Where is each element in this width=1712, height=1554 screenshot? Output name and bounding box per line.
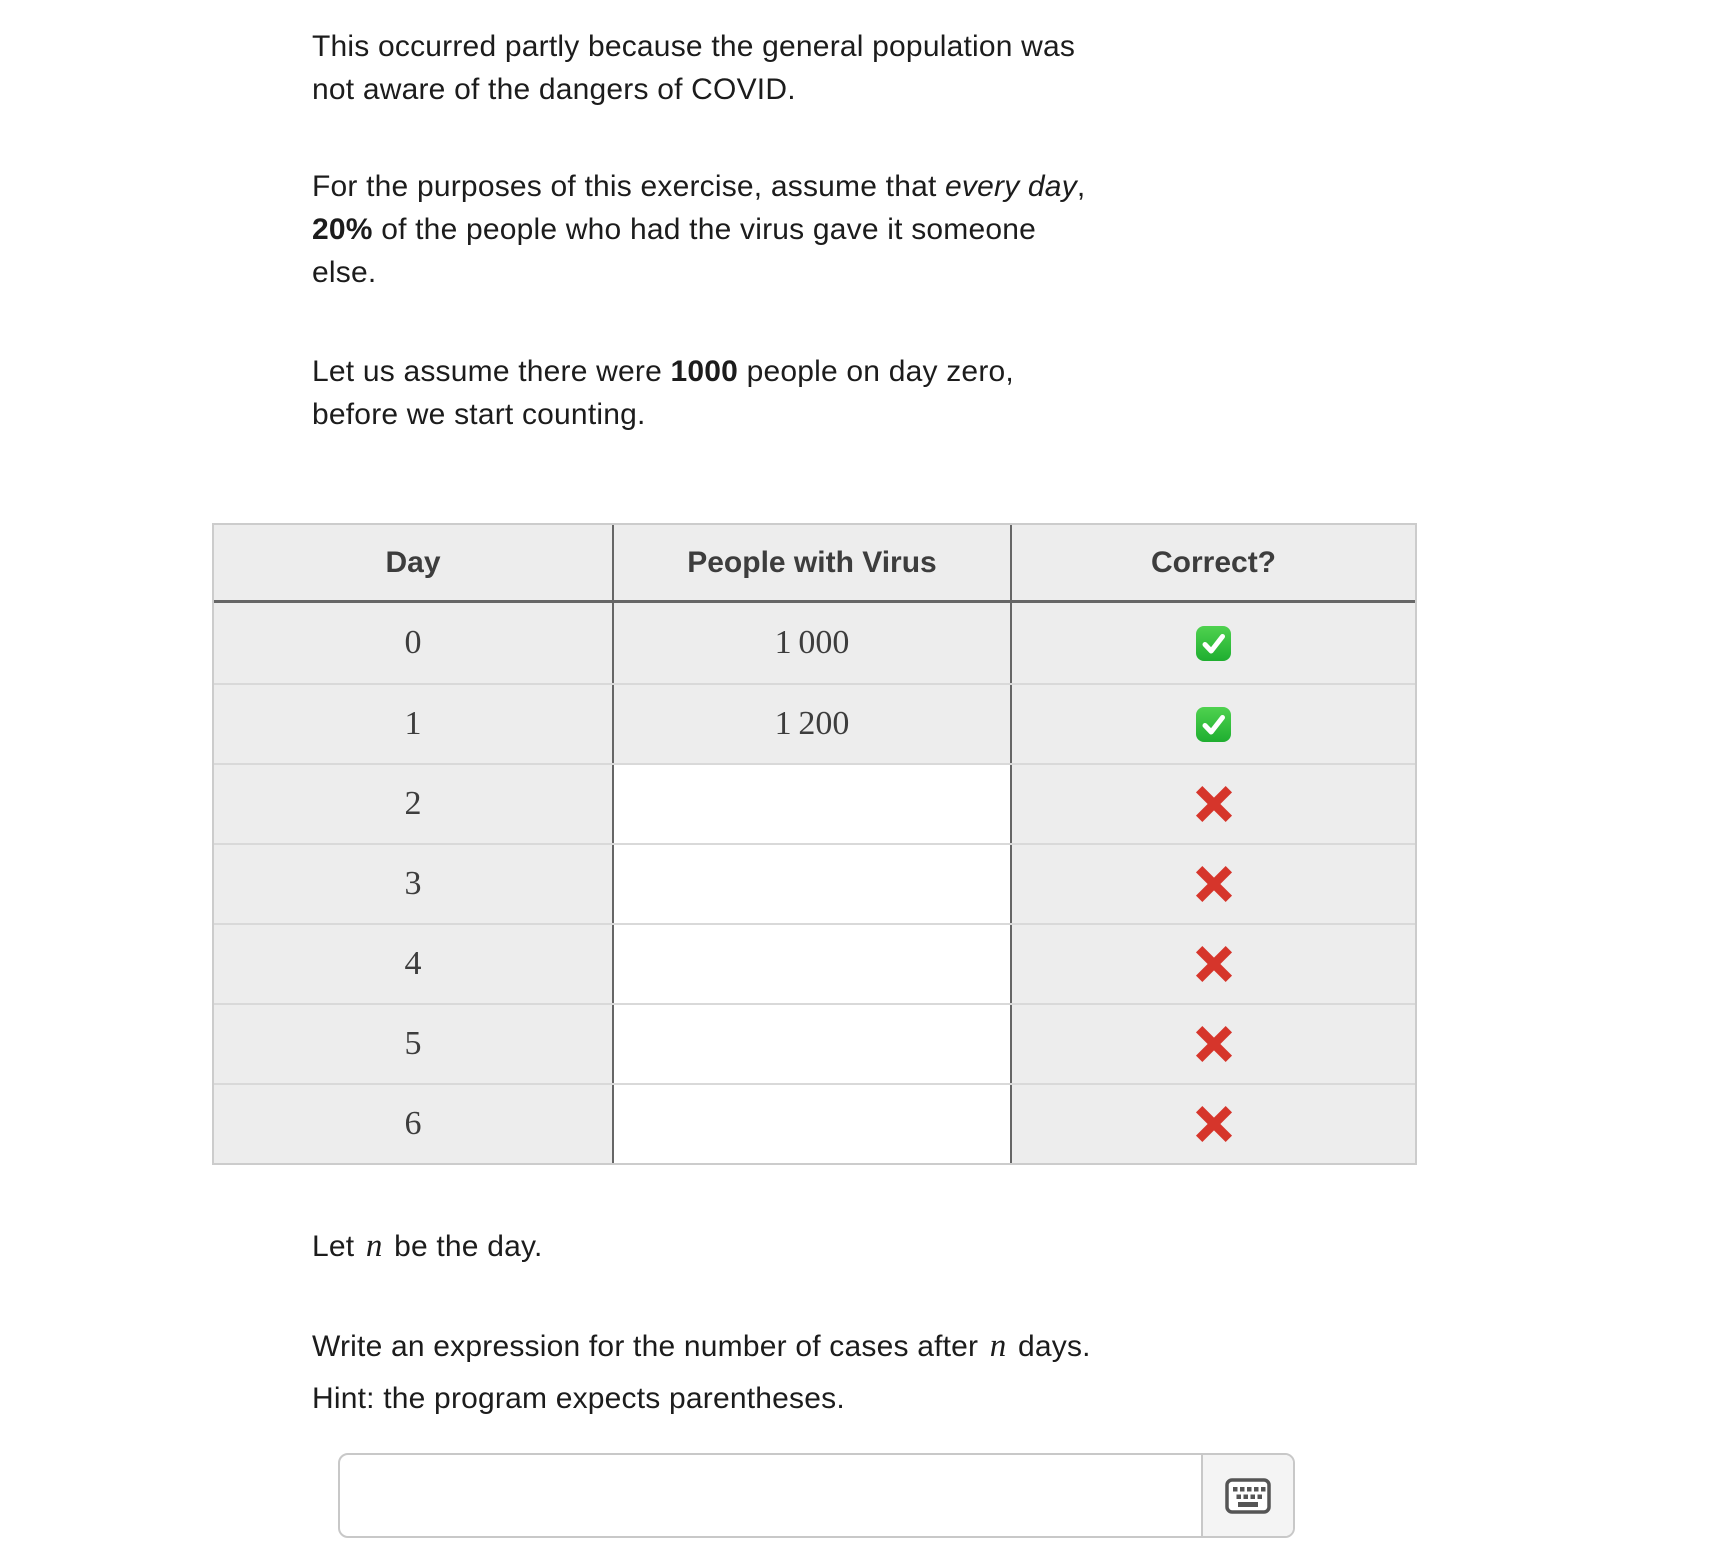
text-segment: , [1076,170,1086,203]
people-input-cell[interactable] [614,925,1012,1003]
expression-input[interactable] [340,1455,1201,1536]
correct-mark [1195,865,1233,903]
paragraph-intro: This occurred partly because the general population was not aware of the dangers of COVID. [312,30,1076,106]
paragraph-day-zero [312,350,1014,436]
paragraph-assumption [312,165,1085,294]
correct-mark [1195,785,1233,823]
math-var-n: n [365,1228,383,1264]
expression-prompt [312,1325,1091,1368]
day-cell: 5 [214,1005,614,1083]
text-segment-bold: 1000 [670,355,739,388]
day-cell: 4 [214,925,614,1003]
text-segment-italic: every day [945,170,1077,203]
text-segment: Write an expression for the number of cases after [312,1330,987,1363]
correct-mark [1195,706,1232,743]
table-row [214,923,1415,1003]
correct-cell [1012,925,1415,1003]
text-segment: people on day zero, before we start counting. [312,355,1014,431]
correct-cell [1012,1005,1415,1083]
day-cell: 0 [214,603,614,683]
text-segment: be the day. [385,1230,543,1263]
cross-icon [1195,945,1233,983]
table-row [214,603,1415,683]
virus-table [212,523,1417,1165]
table-row [214,1003,1415,1083]
cross-icon [1195,785,1233,823]
text-segment: For the purposes of this exercise, assume that [312,170,946,203]
people-input-cell[interactable] [614,765,1012,843]
text-segment: of the people who had the virus gave it someone else. [312,213,1037,289]
text-segment: days. [1009,1330,1091,1363]
correct-mark [1195,625,1232,662]
people-input-cell[interactable]: 1 200 [614,685,1012,763]
correct-mark [1195,1025,1233,1063]
math-var-n: n [989,1328,1007,1364]
answer-box [338,1453,1295,1538]
people-input-cell[interactable] [614,1085,1012,1163]
check-icon [1195,706,1232,743]
keyboard-icon [1225,1478,1271,1514]
column-header-people: People with Virus [614,525,1012,600]
correct-cell [1012,685,1415,763]
check-icon [1195,625,1232,662]
table-header-row [214,525,1415,603]
correct-cell [1012,603,1415,683]
cross-icon [1195,1105,1233,1143]
text-segment: Let us assume there were [312,355,671,388]
day-cell: 2 [214,765,614,843]
table-row [214,843,1415,923]
people-input-cell[interactable] [614,1005,1012,1083]
table-row [214,763,1415,843]
keyboard-toggle-button[interactable] [1201,1455,1293,1536]
column-header-day: Day [214,525,614,600]
table-row [214,683,1415,763]
people-input-cell[interactable]: 1 000 [614,603,1012,683]
column-header-correct: Correct? [1012,525,1415,600]
correct-cell [1012,1085,1415,1163]
cross-icon [1195,865,1233,903]
text-segment-bold: 20% [312,213,373,246]
table-row [214,1083,1415,1163]
hint-text: Hint: the program expects parentheses. [312,1382,845,1415]
day-cell: 6 [214,1085,614,1163]
let-n-statement [312,1225,543,1268]
text-segment: Let [312,1230,363,1263]
correct-mark [1195,945,1233,983]
correct-mark [1195,1105,1233,1143]
people-input-cell[interactable] [614,845,1012,923]
day-cell: 3 [214,845,614,923]
day-cell: 1 [214,685,614,763]
correct-cell [1012,765,1415,843]
cross-icon [1195,1025,1233,1063]
correct-cell [1012,845,1415,923]
